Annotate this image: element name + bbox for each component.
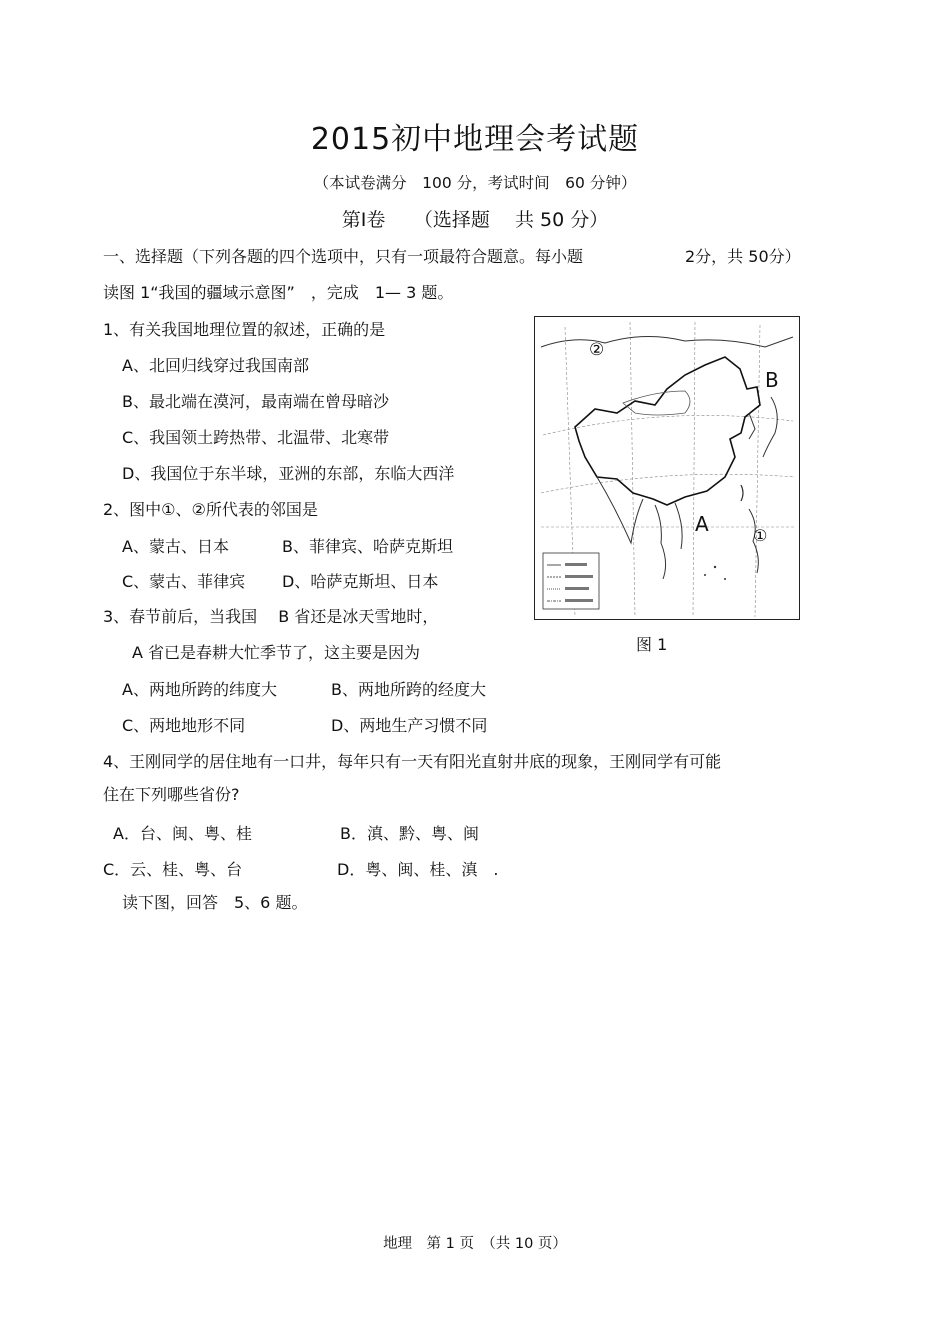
exam-info: （本试卷满分 100 分，考试时间 60 分钟） bbox=[313, 174, 637, 192]
question-4-option-b: B．滇、黔、粤、闽 bbox=[340, 824, 479, 843]
question-3-option-a: A、两地所跨的纬度大 bbox=[122, 680, 277, 699]
map-label-2: ② bbox=[589, 340, 605, 360]
china-territory-map bbox=[534, 316, 800, 620]
question-4-option-a: A．台、闽、粤、桂 bbox=[113, 824, 252, 843]
question-1-stem: 1、有关我国地理位置的叙述，正确的是 bbox=[103, 320, 386, 339]
instructions-part1: 一、选择题（下列各题的四个选项中，只有一项最符合题意。每小题 bbox=[103, 247, 584, 266]
question-2-stem: 2、图中①、②所代表的邻国是 bbox=[103, 500, 318, 519]
question-4-stem-continued: 住在下列哪些省份? bbox=[103, 785, 240, 804]
question-3-option-d: D、两地生产习惯不同 bbox=[331, 716, 488, 735]
question-1-option-a: A、北回归线穿过我国南部 bbox=[122, 356, 309, 375]
page-footer: 地理 第 1 页 （共 10 页） bbox=[383, 1236, 567, 1252]
page-title: 2015初中地理会考试题 bbox=[310, 122, 640, 157]
question-3-stem: 3、春节前后，当我国 B 省还是冰天雪地时， bbox=[103, 607, 439, 626]
question-1-option-d: D、我国位于东半球，亚洲的东部，东临大西洋 bbox=[122, 464, 455, 483]
question-2-option-b: B、菲律宾、哈萨克斯坦 bbox=[282, 537, 453, 556]
question-4-option-c: C．云、桂、粤、台 bbox=[103, 860, 243, 879]
instructions-part2: 2分，共 50分） bbox=[685, 247, 801, 266]
question-1-option-c: C、我国领土跨热带、北温带、北寒带 bbox=[122, 428, 390, 447]
question-2-option-a: A、蒙古、日本 bbox=[122, 537, 229, 556]
question-2-option-c: C、蒙古、菲律宾 bbox=[122, 572, 246, 591]
figure-caption: 图 1 bbox=[636, 635, 668, 654]
map-label-b: B bbox=[765, 368, 779, 392]
map-label-a: A bbox=[695, 512, 709, 536]
question-2-option-d: D、哈萨克斯坦、日本 bbox=[282, 572, 439, 591]
reading-prompt-2: 读下图，回答 5、6 题。 bbox=[122, 893, 308, 912]
question-3-option-c: C、两地地形不同 bbox=[122, 716, 246, 735]
map-label-1: ① bbox=[753, 526, 768, 545]
question-4-stem: 4、王刚同学的居住地有一口井，每年只有一天有阳光直射井底的现象，王刚同学有可能 bbox=[103, 752, 722, 771]
question-3-stem-continued: A 省已是春耕大忙季节了，这主要是因为 bbox=[132, 643, 421, 662]
reading-prompt-1: 读图 1“我国的疆域示意图” ，完成 1— 3 题。 bbox=[103, 283, 454, 302]
question-1-option-b: B、最北端在漠河，最南端在曾母暗沙 bbox=[122, 392, 389, 411]
question-3-option-b: B、两地所跨的经度大 bbox=[331, 680, 486, 699]
section-heading: 第Ⅰ卷 （选择题 共 50 分） bbox=[341, 209, 609, 231]
question-4-option-d: D．粤、闽、桂、滇 . bbox=[337, 860, 499, 879]
